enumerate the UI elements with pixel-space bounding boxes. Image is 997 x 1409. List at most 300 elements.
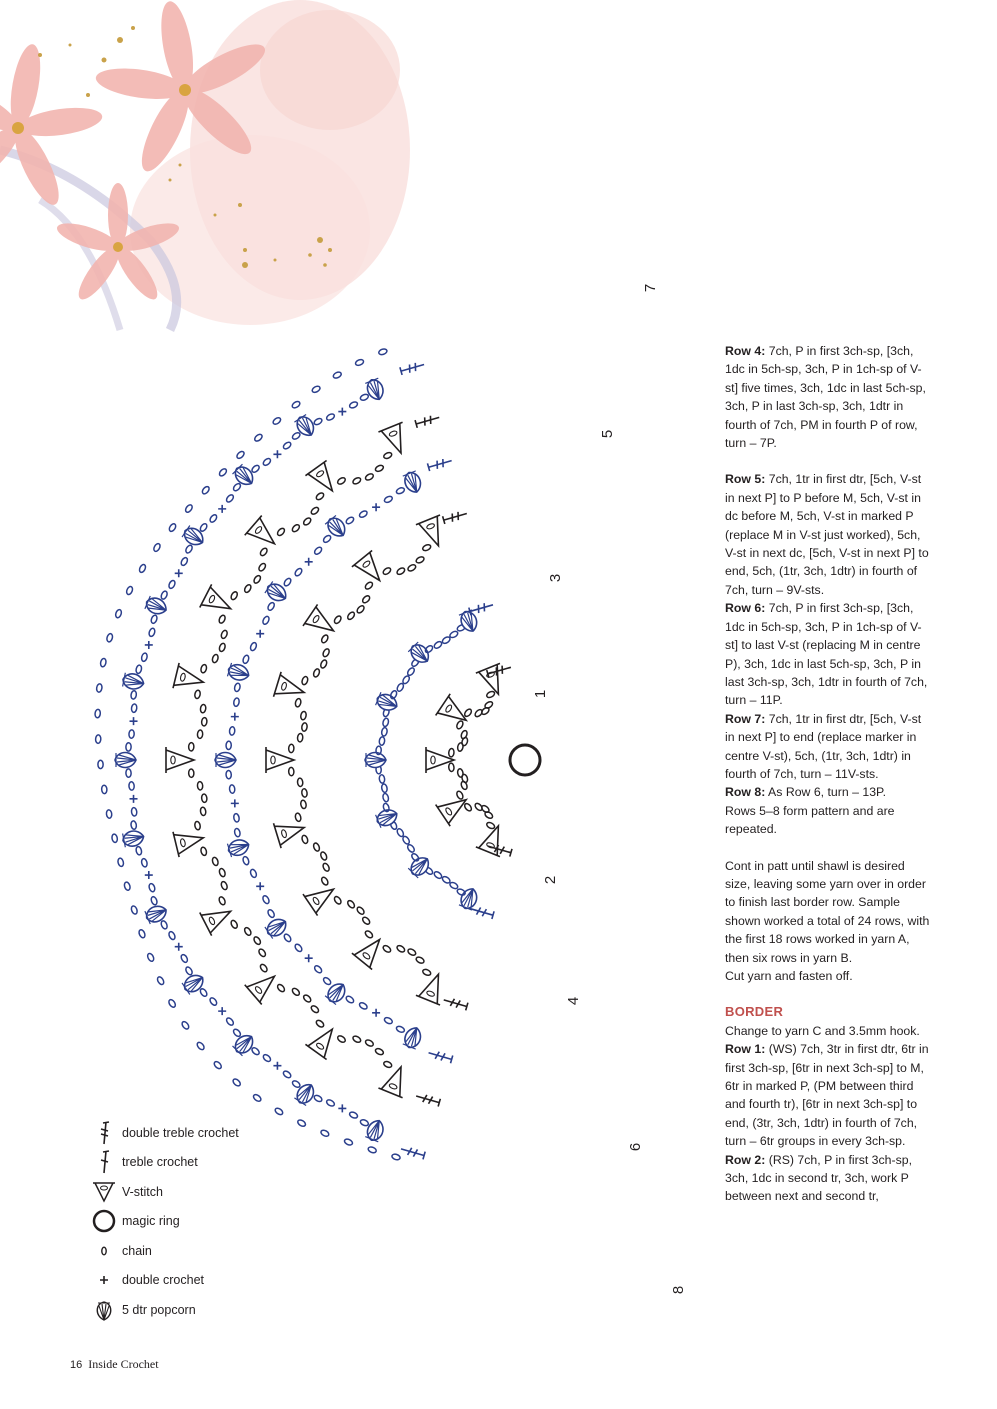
chain-stitch	[153, 543, 162, 553]
chain-stitch	[379, 737, 385, 746]
chain-stitch	[252, 1093, 262, 1102]
double-crochet-stitch	[231, 799, 239, 807]
chain-stitch	[326, 413, 336, 422]
chain-stitch	[200, 807, 206, 816]
chain-stitch	[98, 760, 103, 768]
chain-stitch	[356, 906, 366, 916]
chain-stitch	[272, 416, 282, 425]
chain-stitch	[213, 1060, 223, 1070]
chart-row-number: 4	[565, 996, 582, 1006]
chain-stitch	[106, 633, 113, 643]
chain-stitch	[355, 358, 365, 366]
chain-stitch	[236, 450, 246, 460]
chain-stitch	[367, 1146, 377, 1154]
chain-stitch	[302, 994, 312, 1004]
popcorn-stitch	[264, 580, 290, 604]
double-crochet-stitch	[218, 1007, 226, 1015]
chain-stitch	[168, 579, 176, 589]
chain-stitch	[301, 723, 307, 732]
chain-stitch	[364, 581, 374, 590]
v-stitch	[274, 815, 308, 848]
chain-stitch	[106, 810, 112, 819]
legend-label: 5 dtr popcorn	[122, 1302, 196, 1317]
chain-stitch	[374, 464, 384, 472]
chain-stitch	[301, 835, 309, 845]
chain-stitch	[226, 770, 232, 779]
chain-stitch	[312, 668, 320, 678]
double-crochet-stitch	[338, 1104, 346, 1112]
chain-stitch	[131, 807, 137, 816]
chain-stitch	[410, 852, 419, 862]
chain-stitch	[322, 648, 331, 658]
chain-stitch	[474, 802, 484, 812]
chain-stitch	[201, 717, 207, 726]
double-crochet-stitch	[256, 882, 264, 890]
popcorn-stitch	[365, 753, 386, 768]
v-stitch	[378, 422, 413, 458]
chain-stitch	[249, 642, 257, 652]
chain-stitch	[315, 492, 325, 501]
chain-stitch	[196, 1041, 205, 1051]
chain-stitch	[233, 813, 240, 822]
chain-stitch	[315, 1019, 325, 1028]
chain-stitch	[333, 895, 342, 905]
popcorn-stitch	[115, 753, 136, 768]
double-crochet-stitch	[145, 871, 153, 879]
chain-stitch	[160, 920, 168, 930]
popcorn-stitch	[226, 662, 250, 682]
fasten-off-note: Cut yarn and fasten off.	[725, 969, 853, 983]
chart-row-number: 2	[542, 875, 559, 885]
chain-stitch	[242, 655, 250, 665]
legend-item	[88, 1177, 308, 1207]
chain-stitch	[129, 730, 135, 739]
continue-note: Cont in patt until shawl is desired size, leaving some yarn over in order to finish last border row. Sample shown worked a total of 24 rows, with the first 18 rows worked in yarn A, then six rows in yarn B.	[725, 858, 930, 965]
chain-stitch	[484, 700, 494, 709]
chain-stitch	[218, 468, 228, 478]
chain-stitch	[381, 784, 388, 793]
chain-stitch	[194, 690, 201, 699]
chain-stitch	[310, 506, 320, 515]
double-treble-stitch	[443, 510, 468, 524]
chain-stitch	[185, 966, 194, 976]
chain-stitch	[415, 556, 425, 565]
legend-item	[88, 1148, 308, 1178]
chain-stitch	[424, 644, 434, 653]
chain-stitch	[181, 1020, 190, 1030]
chain-stitch	[346, 611, 355, 621]
chain-stitch	[297, 778, 303, 787]
chain-stitch	[346, 899, 355, 909]
page-number: 16	[70, 1359, 83, 1371]
chain-stitch	[391, 1153, 401, 1161]
double-crochet-stitch	[305, 558, 313, 566]
chain-stitch	[313, 546, 323, 556]
chain-stitch	[232, 1028, 242, 1038]
double-crochet-stitch	[175, 943, 183, 951]
chain-stitch	[456, 888, 466, 896]
chain-stitch	[168, 523, 177, 533]
double-treble-stitch	[400, 1145, 425, 1159]
chain-stitch	[230, 591, 239, 601]
page-footer	[70, 1357, 159, 1372]
chain-stitch	[433, 640, 443, 649]
chain-stitch	[184, 504, 193, 514]
chain-stitch	[262, 615, 271, 625]
chain-stitch	[295, 698, 302, 707]
chain-stitch	[96, 683, 103, 692]
chain-stitch	[364, 473, 374, 482]
chain-stitch	[226, 741, 232, 750]
chain-stitch	[95, 735, 101, 744]
v-stitch	[436, 694, 474, 731]
pattern-instructions	[725, 342, 930, 1206]
chain-stitch	[262, 895, 271, 905]
chain-stitch	[126, 586, 134, 596]
popcorn-stitch	[293, 413, 317, 439]
chain-stitch	[197, 730, 203, 739]
chain-stitch	[253, 574, 262, 584]
popcorn-icon	[93, 1298, 115, 1322]
chain-stitch	[218, 643, 226, 653]
chain-stitch	[249, 869, 257, 879]
popcorn-stitch	[407, 641, 432, 666]
chain-stitch	[383, 495, 393, 504]
chain-icon	[99, 1244, 109, 1258]
border-heading: BORDER	[725, 1004, 784, 1020]
chain-stitch	[291, 987, 301, 997]
chain-stitch	[168, 931, 176, 941]
chain-stitch	[406, 843, 415, 853]
popcorn-stitch	[226, 837, 250, 857]
legend-label: double crochet	[122, 1273, 205, 1288]
chain-stitch	[415, 956, 425, 965]
chain-stitch	[230, 919, 239, 929]
chain-stitch	[301, 788, 307, 797]
chain-stitch	[361, 916, 371, 926]
chain-stitch	[322, 534, 332, 543]
double-treble-stitch	[415, 1092, 440, 1106]
chain-stitch	[383, 1060, 393, 1068]
popcorn-stitch	[407, 854, 432, 879]
chain-stitch	[352, 476, 362, 485]
chain-stitch	[126, 743, 131, 752]
popcorn-stitch	[122, 829, 146, 848]
chain-stitch	[225, 494, 234, 504]
chain-stitch	[407, 948, 417, 957]
chain-stitch	[402, 675, 411, 685]
chain-stitch	[115, 609, 123, 619]
chain-stitch	[378, 348, 388, 356]
double-crochet-stitch	[231, 713, 239, 721]
chain-stitch	[291, 1080, 301, 1089]
double-crochet-stitch	[372, 1009, 380, 1017]
chain-stitch	[382, 567, 392, 576]
double-crochet-stitch	[273, 450, 281, 458]
chain-stitch	[282, 1070, 292, 1079]
treble-crochet-icon	[97, 1150, 111, 1174]
chain-stitch	[297, 733, 303, 742]
magic-ring-icon	[91, 1208, 117, 1234]
chain-stitch	[382, 718, 389, 727]
v-stitch	[378, 1062, 413, 1098]
chain-stitch	[160, 590, 168, 600]
chain-stitch	[234, 683, 241, 692]
chart-key	[88, 1118, 308, 1325]
chain-stitch	[359, 1119, 369, 1127]
chain-stitch	[295, 813, 302, 822]
chain-stitch	[123, 881, 130, 891]
chain-stitch	[218, 868, 226, 878]
chain-stitch	[229, 727, 235, 736]
chain-stitch	[320, 876, 329, 886]
chain-stitch	[135, 665, 142, 674]
chain-stitch	[456, 720, 465, 730]
chart-row-number: 1	[532, 689, 549, 699]
chain-stitch	[201, 485, 210, 495]
publication-name: Inside Crochet	[88, 1357, 159, 1371]
row-5-instruction: Row 5: 7ch, 1tr in first dtr, [5ch, V-st in next P] to P before M, 5ch, V-st in dc before M, 5ch, V-st in marked P (replace M in V-st just worked), 5ch, V-st in next dc, [5ch, V-st in next P] to end, 5ch, (1tr, 3ch, 1dtr) in fourth of 7ch, turn – 9V-sts.	[725, 472, 929, 597]
chain-stitch	[310, 1005, 320, 1014]
border-intro: Change to yarn C and 3.5mm hook.	[725, 1023, 920, 1038]
chain-stitch	[337, 476, 347, 485]
v-stitch	[305, 461, 342, 499]
double-treble-stitch	[443, 996, 468, 1010]
legend-label: double treble crochet	[122, 1125, 239, 1140]
chain-stitch	[356, 604, 366, 614]
legend-item	[88, 1118, 308, 1148]
chain-stitch	[199, 988, 208, 998]
v-stitch	[266, 747, 294, 773]
chain-stitch	[374, 1047, 384, 1055]
double-treble-stitch	[427, 1049, 452, 1063]
chain-stitch	[101, 785, 107, 794]
chain-stitch	[141, 652, 148, 661]
chain-stitch	[150, 614, 158, 624]
chain-stitch	[130, 821, 137, 830]
chain-stitch	[291, 523, 301, 533]
chain-stitch	[332, 371, 342, 379]
chain-stitch	[218, 896, 226, 906]
popcorn-stitch	[181, 525, 207, 549]
border-row-2-instruction: Row 2: (RS) 7ch, P in first 3ch-sp, 3ch, 1dc in second tr, 3ch, work P between next and second tr,	[725, 1152, 913, 1204]
double-treble-stitch	[487, 663, 512, 677]
magic-ring	[510, 745, 540, 775]
chain-stitch	[313, 417, 323, 426]
chain-stitch	[406, 667, 415, 677]
chain-stitch	[185, 544, 194, 554]
popcorn-stitch	[122, 672, 146, 691]
chain-stitch	[100, 658, 107, 667]
chart-row-number: 3	[547, 573, 564, 583]
chain-stitch	[291, 431, 301, 440]
double-crochet-stitch	[130, 717, 138, 725]
chain-stitch	[320, 851, 328, 861]
chain-stitch	[333, 615, 342, 625]
chain-stitch	[253, 936, 262, 946]
chain-stitch	[117, 858, 124, 867]
chain-stitch	[322, 862, 331, 872]
chain-stitch	[448, 748, 454, 757]
chain-stitch	[448, 763, 454, 772]
chain-stitch	[220, 630, 228, 640]
chain-stitch	[130, 690, 137, 699]
double-crochet-stitch	[372, 503, 380, 511]
chain-stitch	[441, 875, 451, 884]
chain-stitch	[129, 782, 135, 791]
chain-stitch	[396, 828, 405, 838]
repeat-note: Rows 5–8 form pattern and are repeated.	[725, 803, 895, 837]
double-crochet-stitch	[218, 505, 226, 513]
chain-stitch	[320, 1129, 330, 1138]
chain-stitch	[359, 393, 369, 401]
chain-stitch	[188, 769, 194, 778]
double-crochet-icon	[98, 1274, 110, 1286]
chain-stitch	[197, 781, 203, 790]
chain-stitch	[383, 1016, 393, 1025]
chain-stitch	[396, 944, 406, 953]
chain-stitch	[283, 577, 292, 587]
chain-stitch	[194, 821, 201, 830]
chain-stitch	[288, 744, 294, 753]
chain-stitch	[276, 527, 286, 537]
chain-stitch	[130, 905, 138, 915]
chain-stitch	[282, 441, 292, 450]
chain-stitch	[313, 1094, 323, 1103]
chain-stitch	[463, 802, 472, 812]
chain-stitch	[463, 708, 472, 718]
chain-stitch	[251, 1046, 261, 1056]
popcorn-stitch	[264, 915, 290, 939]
chain-stitch	[381, 727, 388, 736]
row-6-instruction: Row 6: 7ch, P in first 3ch-sp, [3ch, 1dc in 5ch-sp, 3ch, P in 1ch-sp of V-st] to last V-st (replacing M in centre P), 3ch, 1dc in last 5ch-sp, 3ch, P in last 3ch-sp, 3ch, 1dtr in fourth of 7ch, turn – 11P.	[725, 601, 928, 708]
double-crochet-stitch	[145, 641, 153, 649]
row-8-instruction: Row 8: As Row 6, turn – 13P.	[725, 785, 887, 800]
double-crochet-stitch	[338, 408, 346, 416]
chain-stitch	[345, 995, 355, 1004]
popcorn-stitch	[402, 470, 424, 495]
chain-stitch	[457, 768, 464, 777]
chain-stitch	[358, 1001, 368, 1010]
legend-label: magic ring	[122, 1214, 180, 1229]
chain-stitch	[486, 690, 496, 699]
chain-stitch	[358, 510, 368, 519]
chain-stitch	[291, 400, 301, 409]
chain-stitch	[126, 769, 131, 778]
double-treble-stitch	[487, 842, 512, 856]
chain-stitch	[211, 654, 219, 664]
chain-stitch	[131, 704, 137, 713]
chain-stitch	[312, 842, 320, 852]
chain-stitch	[288, 767, 294, 776]
popcorn-stitch	[293, 1081, 317, 1107]
chart-row-number: 6	[627, 1142, 644, 1152]
chain-stitch	[382, 793, 389, 802]
chain-stitch	[311, 385, 321, 394]
chain-stitch	[267, 602, 276, 612]
chain-stitch	[258, 562, 267, 572]
chain-stitch	[337, 1035, 347, 1044]
chain-stitch	[433, 870, 443, 879]
chain-stitch	[262, 457, 272, 466]
chain-stitch	[232, 1078, 242, 1087]
chain-stitch	[168, 999, 177, 1009]
chart-row-number: 7	[642, 283, 659, 293]
chain-stitch	[141, 858, 148, 867]
double-treble-crochet-icon	[97, 1121, 111, 1145]
chain-stitch	[225, 1017, 234, 1027]
chain-stitch	[320, 634, 329, 644]
chain-stitch	[313, 964, 323, 974]
chain-stitch	[364, 930, 374, 939]
v-stitch	[436, 789, 474, 826]
double-treble-stitch	[415, 414, 440, 428]
chain-stitch	[209, 514, 218, 524]
chain-stitch	[302, 517, 312, 527]
double-crochet-stitch	[130, 795, 138, 803]
chain-stitch	[199, 523, 208, 533]
chain-stitch	[361, 595, 371, 605]
chain-stitch	[258, 948, 267, 958]
chain-stitch	[135, 846, 142, 855]
legend-item	[88, 1295, 308, 1325]
chain-stitch	[382, 944, 392, 953]
chain-stitch	[259, 547, 268, 557]
chain-stitch	[301, 676, 309, 686]
chain-stitch	[242, 856, 250, 866]
chain-stitch	[352, 1035, 362, 1044]
chain-stitch	[383, 451, 393, 459]
chain-stitch	[407, 563, 417, 572]
chain-stitch	[449, 630, 459, 639]
chain-stitch	[156, 976, 165, 986]
chain-stitch	[320, 659, 328, 669]
v-stitch	[200, 900, 237, 936]
chain-stitch	[188, 742, 194, 751]
chain-stitch	[283, 933, 292, 943]
chart-row-number: 5	[599, 429, 616, 439]
chain-stitch	[262, 1053, 272, 1062]
legend-item	[88, 1266, 308, 1296]
row-4-instruction: Row 4: 7ch, P in first 3ch-sp, [3ch, 1dc in 5ch-sp, 3ch, P in 1ch-sp of V-st] five times, 3ch, 1dc in last 5ch-sp, 3ch, P in last 3ch-sp, 3ch, 1dtr in fourth of 7ch, PM in fourth P of row, turn – 7P.	[725, 344, 926, 451]
chain-stitch	[259, 963, 268, 973]
chain-stitch	[251, 464, 261, 474]
chain-stitch	[300, 800, 307, 809]
chart-row-number: 8	[670, 1285, 687, 1295]
chain-stitch	[211, 857, 219, 867]
chain-stitch	[243, 584, 252, 594]
chain-stitch	[326, 1099, 336, 1108]
chain-stitch	[395, 1025, 405, 1033]
chain-stitch	[243, 926, 252, 936]
legend-label: treble crochet	[122, 1155, 198, 1170]
border-row-1-instruction: Row 1: (WS) 7ch, 3tr in first dtr, 6tr in first 3ch-sp, [6tr in next 3ch-sp] to M, 6tr in marked P, (PM between third and fourth tr), [6tr in next 3ch-sp] to end, (3tr, 3ch, 1dtr) in fourth of 7ch, turn – 6tr groups in every 3ch-sp.	[725, 1042, 929, 1149]
chain-stitch	[389, 690, 397, 700]
legend-label: chain	[122, 1243, 152, 1258]
chain-stitch	[180, 557, 189, 567]
row-7-instruction: Row 7: 7ch, 1tr in first dtr, [5ch, V-st in next P] to end (replace marker in centre V-st), 5ch, (1tr, 3ch, 1dtr) in fourth of 7ch, turn – 11V-sts.	[725, 711, 922, 781]
legend-label: V-stitch	[122, 1184, 163, 1199]
chain-stitch	[276, 983, 286, 993]
chain-stitch	[449, 881, 459, 890]
v-stitch-icon	[91, 1180, 117, 1204]
double-treble-stitch	[427, 457, 452, 471]
chain-stitch	[150, 896, 158, 906]
chain-stitch	[486, 821, 496, 830]
chain-stitch	[200, 664, 207, 674]
chain-stitch	[138, 564, 146, 574]
popcorn-stitch	[181, 971, 207, 995]
